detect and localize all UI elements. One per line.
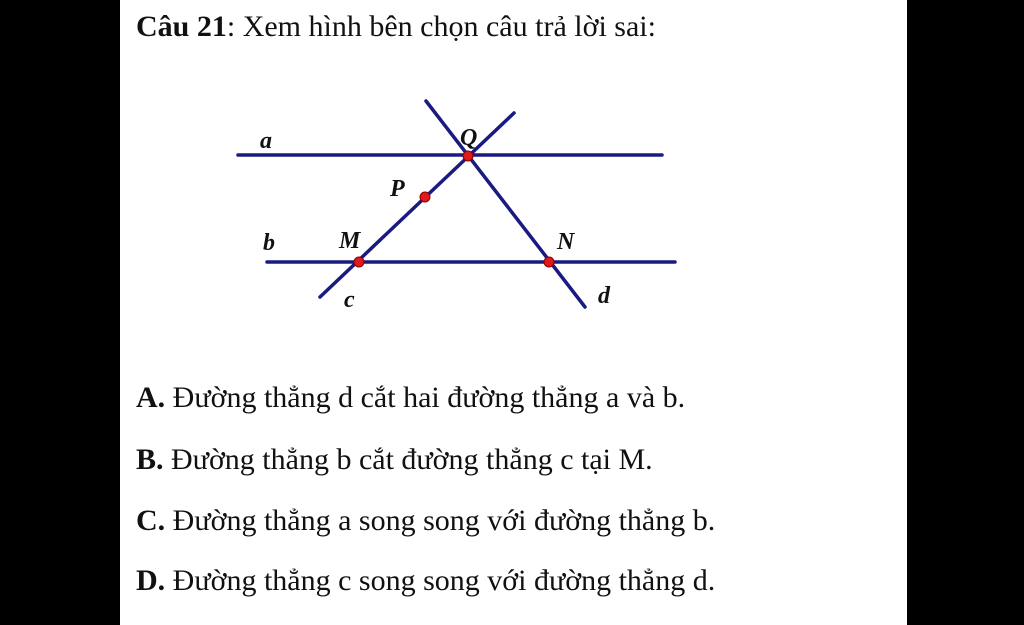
question-number: Câu 21 bbox=[136, 10, 227, 43]
option-text: Đường thẳng b cắt đường thẳng c tại M. bbox=[163, 443, 653, 476]
line-c bbox=[320, 113, 514, 297]
label-line-b: b bbox=[263, 230, 275, 256]
option-d[interactable] bbox=[136, 562, 715, 600]
point-n bbox=[544, 257, 554, 267]
worksheet-page bbox=[120, 0, 907, 625]
option-letter: A. bbox=[136, 381, 166, 414]
geometry-figure bbox=[120, 0, 907, 340]
label-line-d: d bbox=[598, 283, 610, 309]
label-line-a: a bbox=[260, 128, 272, 154]
question-text: Xem hình bên chọn câu trả lời sai: bbox=[242, 10, 656, 43]
point-p bbox=[420, 192, 430, 202]
question-separator: : bbox=[226, 10, 243, 43]
point-m bbox=[354, 257, 364, 267]
option-text: Đường thẳng a song song với đường thẳng b. bbox=[165, 504, 716, 537]
label-point-p: P bbox=[390, 176, 405, 202]
option-letter: B. bbox=[136, 443, 164, 476]
label-line-c: c bbox=[344, 287, 355, 313]
option-letter: D. bbox=[136, 564, 166, 597]
point-q bbox=[463, 151, 473, 161]
label-point-n: N bbox=[557, 229, 575, 255]
option-a[interactable] bbox=[136, 379, 685, 417]
option-text: Đường thẳng c song song với đường thẳng d. bbox=[165, 564, 716, 597]
label-point-m: M bbox=[339, 228, 361, 254]
label-point-q: Q bbox=[460, 125, 478, 151]
option-letter: C. bbox=[136, 504, 166, 537]
line-d bbox=[426, 101, 585, 307]
option-text: Đường thẳng d cắt hai đường thẳng a và b. bbox=[165, 381, 686, 414]
option-b[interactable] bbox=[136, 441, 653, 479]
option-c[interactable] bbox=[136, 502, 715, 540]
